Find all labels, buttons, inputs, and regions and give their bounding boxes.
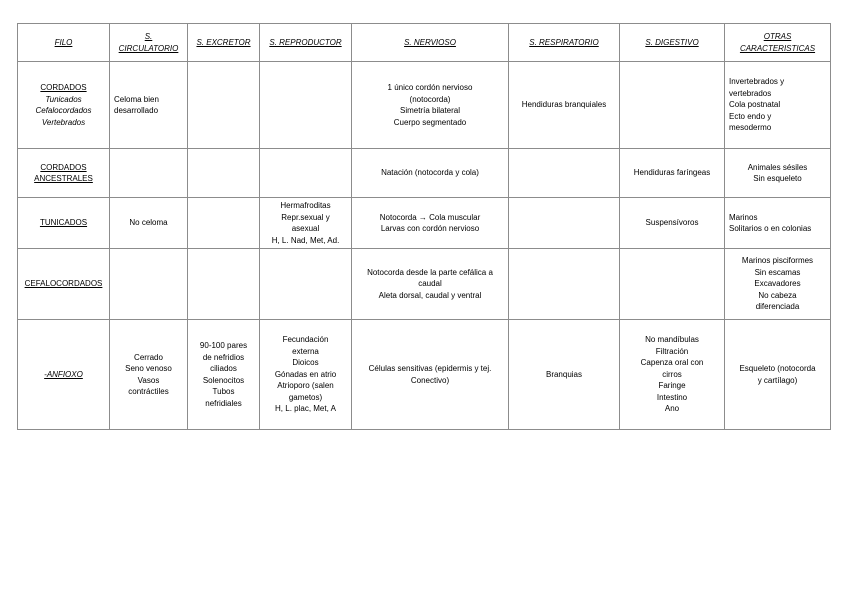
header-filo: FILO [18,24,110,62]
cell-line: de nefridios [202,352,245,362]
cell-line: Hendiduras branquiales [521,100,607,110]
cell-line: Sin esqueleto [753,174,802,183]
otras-cell [725,198,831,249]
cell-line: vertebrados [729,88,772,98]
cell-line: Atrioporo (salen [277,381,334,391]
cell-line: externa [292,346,319,356]
nervioso-cell [352,149,509,198]
excretor-cell [188,62,260,149]
cell-line: caudal [418,279,442,289]
cell-line: asexual [291,224,320,233]
cell-line: Cola postnatal [729,100,781,110]
excretor-cell [188,249,260,320]
cell-line: No celoma [129,218,168,228]
cell-line: Faringe [658,381,686,391]
table-row [18,320,831,430]
cell-line: Invertebrados y [729,77,785,87]
chordate-systems-table [17,23,831,430]
cell-line: Tubos [212,387,235,396]
filo-cell [18,249,110,320]
nervioso-cell [352,249,509,320]
header-circulatorio: S. CIRCULATORIO [110,24,188,62]
cell-line: nefridiales [205,398,242,408]
cell-line: Sin escamas [754,267,801,277]
cell-line: (notocorda) [409,94,451,104]
cell-line: Esqueleto (notocorda [739,364,816,373]
respiratorio-cell [509,198,620,249]
cell-line: cirros [662,369,682,379]
cell-line: Hermafroditas [280,201,331,210]
filo-name: -ANFIOXO [44,369,83,379]
otras-cell [725,320,831,430]
filo-sub: Vertebrados [41,117,86,127]
respiratorio-cell [509,320,620,430]
cell-line: No mandíbulas [645,335,699,345]
cell-line: Capenza oral con [640,358,704,368]
cell-line: Larvas con cordón nervioso [380,224,480,233]
cell-line: Intestino [656,392,688,402]
cell-line: contráctiles [128,387,169,396]
cell-line: Suspensívoros [645,218,699,228]
filo-cell [18,198,110,249]
otras-cell [725,149,831,198]
cell-line: gametos) [288,392,323,402]
cell-line: Solitarios o en colonias [729,224,812,233]
header-otras: OTRAS CARACTERISTICAS [725,24,831,62]
excretor-cell [188,149,260,198]
cell-line: H, L. plac, Met, A [275,404,336,414]
filo-cell [18,149,110,198]
reproductor-cell [260,320,352,430]
cell-line: Ecto endo y [729,111,772,121]
cell-line: No cabeza [758,290,797,300]
cell-line: Natación (notocorda y cola) [381,168,479,178]
digestivo-cell [620,198,725,249]
filo-cell [18,62,110,149]
table-row [18,249,831,320]
circulatorio-cell [110,149,188,198]
header-digestivo: S. DIGESTIVO [620,24,725,62]
circulatorio-cell [110,249,188,320]
cell-line: Fecundación [282,335,329,345]
cell-line: Notocorda desde la parte cefálica a [367,267,493,277]
cell-line: Repr.sexual y [281,212,330,222]
filo-name: CORDADOS ANCESTRALES [34,162,93,183]
cell-line: desarrollado [114,106,159,115]
header-excretor: S. EXCRETOR [188,24,260,62]
cell-line: 1 único cordón nervioso [387,83,473,92]
digestivo-cell [620,249,725,320]
cell-line: Dioicos [292,358,319,368]
cell-line: Filtración [655,346,689,356]
reproductor-cell [260,149,352,198]
cell-line: Marinos pisciformes [741,256,814,266]
filo-sub: Cefalocordados [35,106,92,115]
circulatorio-cell [110,62,188,149]
filo-name: CORDADOS [40,83,87,92]
cell-line: Excavadores [754,279,801,289]
cell-line: Solenocitos [202,375,245,385]
header-row [18,24,831,62]
cell-line: Cerrado [134,352,163,362]
cell-line: Celoma bien [114,94,159,104]
cell-line: mesodermo [729,123,772,133]
cell-line: Marinos [729,212,758,222]
filo-name: CEFALOCORDADOS [24,279,103,289]
filo-cell [18,320,110,430]
cell-line: 90-100 pares [199,341,248,350]
cell-line: Vasos [137,375,160,385]
cell-line: Branquias [545,369,583,379]
header-nervioso: S. NERVIOSO [352,24,509,62]
cell-line: Simetría bilateral [399,106,461,115]
cell-line: Células sensitivas (epidermis y tej. [368,364,492,373]
respiratorio-cell [509,249,620,320]
otras-cell [725,249,831,320]
nervioso-cell [352,320,509,430]
header-respiratorio: S. RESPIRATORIO [509,24,620,62]
cell-line: y cartílago) [757,375,798,385]
filo-sub: Tunicados [45,94,82,104]
cell-line: Gónadas en atrio [274,369,337,379]
nervioso-cell [352,62,509,149]
respiratorio-cell [509,149,620,198]
respiratorio-cell [509,62,620,149]
table-row [18,149,831,198]
filo-name: TUNICADOS [39,218,88,228]
reproductor-cell [260,62,352,149]
header-reproductor: S. REPRODUCTOR [260,24,352,62]
cell-line: Animales sésiles [747,162,808,172]
cell-line: Cuerpo segmentado [393,117,467,127]
cell-line: Conectivo) [410,375,450,385]
otras-cell [725,62,831,149]
cell-line: Seno venoso [125,364,172,373]
digestivo-cell [620,149,725,198]
cell-line: ciliados [210,364,237,373]
digestivo-cell [620,320,725,430]
cell-line: Notocorda → Cola muscular [379,212,481,222]
cell-line: H, L. Nad, Met, Ad. [271,235,340,245]
reproductor-cell [260,198,352,249]
reproductor-cell [260,249,352,320]
excretor-cell [188,198,260,249]
cell-line: Hendiduras faríngeas [633,168,711,178]
table-row [18,198,831,249]
nervioso-cell [352,198,509,249]
cell-line: Ano [664,404,680,414]
excretor-cell [188,320,260,430]
circulatorio-cell [110,320,188,430]
table-row [18,62,831,149]
cell-line: Aleta dorsal, caudal y ventral [378,290,482,300]
circulatorio-cell [110,198,188,249]
cell-line: diferenciada [755,302,800,312]
digestivo-cell [620,62,725,149]
